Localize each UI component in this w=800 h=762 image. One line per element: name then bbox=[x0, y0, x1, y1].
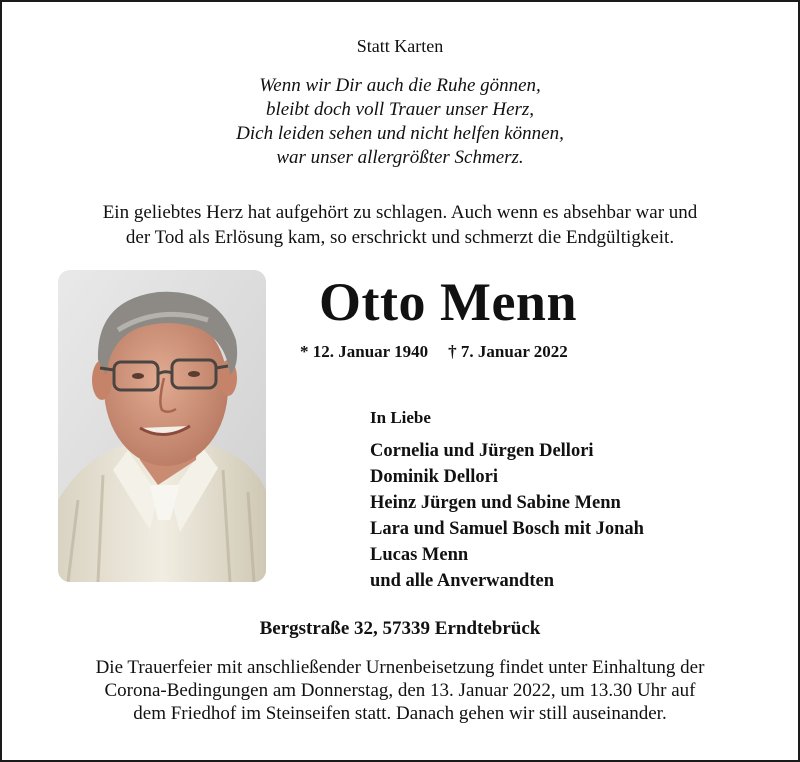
mourner-name: und alle Anverwandten bbox=[370, 571, 555, 591]
poem bbox=[2, 74, 798, 170]
intro-line: der Tod als Erlösung kam, so erschrickt und schmerzt die Endgültigkeit. bbox=[125, 227, 675, 248]
address: Bergstraße 32, 57339 Erndtebrück bbox=[259, 618, 541, 639]
header-statt-karten: Statt Karten bbox=[356, 36, 444, 56]
mourners-list bbox=[370, 438, 644, 594]
ceremony-line: dem Friedhof im Steinseifen statt. Danach gehen wir still auseinander. bbox=[133, 703, 667, 724]
poem-line: Wenn wir Dir auch die Ruhe gönnen, bbox=[259, 75, 541, 96]
poem-line: bleibt doch voll Trauer unser Herz, bbox=[265, 99, 535, 120]
intro-text bbox=[2, 200, 798, 250]
in-love-label: In Liebe bbox=[370, 408, 431, 427]
ceremony-line: Corona-Bedingungen am Donnerstag, den 13. Januar 2022, um 13.30 Uhr auf bbox=[104, 680, 696, 701]
deceased-name: Otto Menn bbox=[319, 272, 577, 332]
portrait-photo bbox=[58, 270, 266, 582]
mourner-name: Cornelia und Jürgen Dellori bbox=[370, 441, 594, 461]
mourner-name: Dominik Dellori bbox=[370, 467, 498, 487]
poem-line: war unser allergrößter Schmerz. bbox=[276, 147, 524, 168]
ceremony-text bbox=[2, 656, 798, 725]
mourner-name: Lucas Menn bbox=[370, 545, 469, 565]
poem-line: Dich leiden sehen und nicht helfen können, bbox=[236, 123, 564, 144]
ceremony-line: Die Trauerfeier mit anschließender Urnenbeisetzung findet unter Einhaltung der bbox=[95, 657, 705, 678]
mourner-name: Heinz Jürgen und Sabine Menn bbox=[370, 493, 621, 513]
birth-date: * 12. Januar 1940 bbox=[300, 342, 429, 361]
life-dates bbox=[300, 342, 568, 362]
intro-line: Ein geliebtes Herz hat aufgehört zu schlagen. Auch wenn es absehbar war und bbox=[102, 202, 698, 223]
mourner-name: Lara und Samuel Bosch mit Jonah bbox=[370, 519, 644, 539]
death-date: † 7. Januar 2022 bbox=[448, 342, 568, 361]
